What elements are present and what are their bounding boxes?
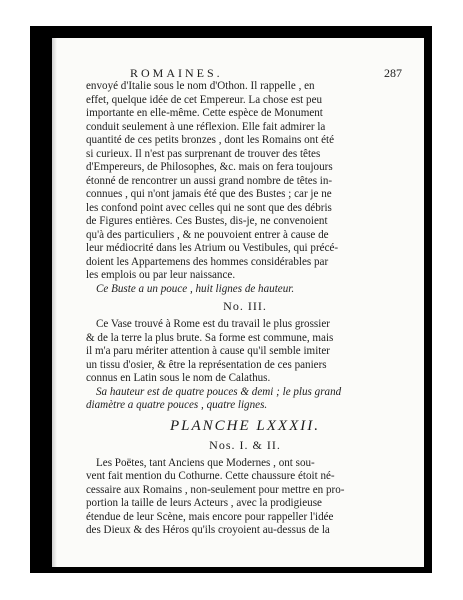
caption-vase-line: Sa hauteur est de quatre pouces & demi ; le plus grand: [96, 385, 342, 398]
text-line: de Figures entières. Ces Bustes, dis-je, ne convenoient: [86, 215, 328, 227]
text-line: & de la terre la plus brute. Sa forme est commune, mais: [86, 331, 334, 344]
text-line: d'Empereurs, de Philosophes, &c. mais on fera toujours: [86, 161, 333, 173]
paragraph-cothurne: [86, 457, 404, 538]
paragraph-vase: [86, 318, 404, 386]
text-line: les emplois ou par leur naissance.: [86, 269, 236, 281]
text-line: conduit seulement à une réflexion. Elle fait admirer la: [86, 120, 326, 133]
running-header: [86, 66, 404, 80]
text-line: envoyé d'Italie sous le nom d'Othon. Il rappelle , en: [86, 80, 315, 92]
text-line: qu'à des particuliers , & ne pouvoient entrer à cause de: [86, 228, 329, 241]
text-line: si curieux. Il n'est pas surprenant de trouver des têtes: [86, 147, 321, 160]
text-line: vent fait mention du Cothurne. Cette chaussure étoit né-: [86, 470, 335, 482]
paragraph-othon: [86, 80, 404, 283]
text-line: Ce Vase trouvé à Rome est du travail le plus grossier: [96, 318, 330, 330]
text-line: importante en elle-même. Cette espèce de Monument: [86, 107, 323, 119]
section-heading-nos-i-ii: Nos. I. & II.: [209, 437, 281, 452]
text-line: effet, quelque idée de cet Empereur. La chose est peu: [86, 93, 323, 106]
text-line: des Dieux & des Héros qu'ils croyoient au-dessus de la: [86, 524, 330, 536]
running-head-title: ROMAINES.: [130, 66, 223, 80]
text-line: leur médiocrité dans les Atrium ou Vestibules, qui précé-: [86, 242, 339, 254]
page-gutter-shadow: [52, 38, 57, 567]
text-line: cessaire aux Romains , non-seulement pour mettre en pro-: [86, 483, 345, 496]
page-number: 287: [384, 66, 402, 80]
text-line: il m'a paru mériter attention à cause qu'il semble imiter: [86, 345, 330, 357]
text-line: étonné de rencontrer un aussi grand nombre de têtes in-: [86, 174, 333, 187]
text-line: quantité de ces petits bronzes , dont les Romains ont été: [86, 134, 335, 146]
caption-buste: Ce Buste a un pouce , huit lignes de hauteur.: [96, 282, 295, 295]
text-line: un tissu d'osier, & être la représentation de ces paniers: [86, 358, 327, 371]
text-line: les confond point avec celles qui ne sont que des débris: [86, 201, 332, 214]
text-line: portion la taille de leurs Acteurs , avec la prodigieuse: [86, 497, 322, 509]
text-line: doient les Appartemens des hommes considérables par: [86, 255, 329, 268]
page-text-block: [86, 66, 404, 538]
text-line: Les Poëtes, tant Anciens que Modernes , ont sou-: [96, 456, 315, 469]
section-heading-no-iii: No. III.: [223, 299, 267, 313]
planche-heading: PLANCHE LXXXII.: [170, 417, 320, 434]
text-line: étendue de leur Scène, mais encore pour rappeller l'idée: [86, 510, 334, 523]
caption-vase-line: diamètre a quatre pouces , quatre lignes.: [86, 399, 268, 411]
text-line: connus en Latin sous le nom de Calathus.: [86, 372, 271, 384]
text-line: connues , qui n'ont jamais été que des Bustes ; car je ne: [86, 188, 332, 200]
